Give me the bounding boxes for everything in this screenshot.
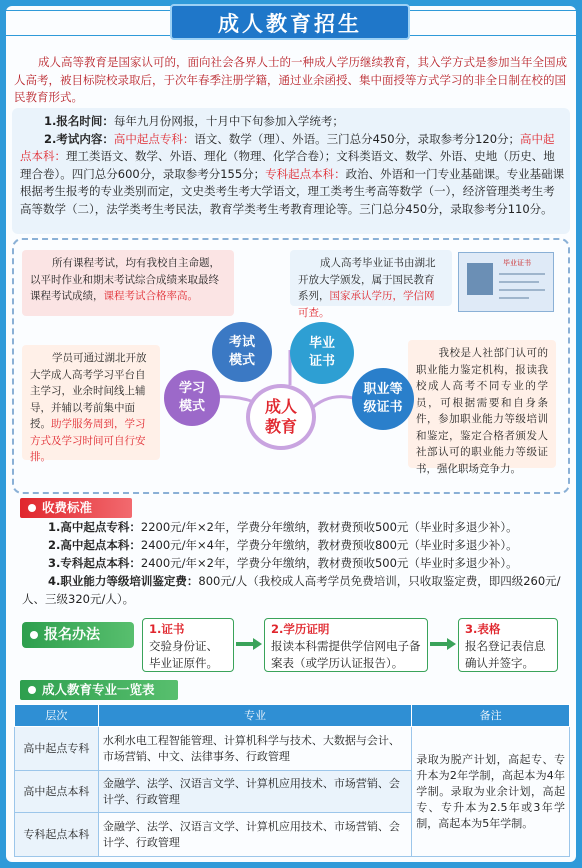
exam-mode-note-text: 所有课程考试，均有我校自主命题，以平时作业和期末考试综合成绩来取最终课程考试成绩，	[30, 257, 220, 302]
exam-mode-note	[22, 250, 234, 316]
step-text: 报读本科需提供学信网电子备案表（或学历认证报告）。	[271, 639, 421, 670]
diploma-line	[499, 281, 539, 283]
study-mode-note-highlight: 助学服务周到，学习方式及学习时间可自行安排。	[30, 418, 146, 463]
certificate-note	[290, 250, 452, 319]
fee-label: 4.职业能力等级培训鉴定费：	[48, 574, 199, 588]
step-text: 交验身份证、毕业证原件。	[149, 639, 218, 670]
study-mode-note-text: 学员可通过湖北开放大学成人高考学习平台自主学习，业余时间线上辅导，并辅以考前集中面授。	[30, 352, 147, 430]
arrow-right-icon	[430, 640, 456, 648]
vocational-note-text: 我校是人社部门认可的职业能力鉴定机构，报读我校成人高考不同专业的学员，可根据需要和自身条件，参加职业能力等级培训和鉴定，鉴定合格者颁发人社部认可的职业能力等级证书，强化职场竞争力。	[416, 347, 548, 475]
majors-cell: 水利水电工程智能管理、计算机科学与技术、大数据与会计、市场营销、中文、法律事务、行政管理	[98, 727, 411, 771]
exam-zb-label: 专科起点本科：	[265, 166, 346, 181]
fee-text: 2400元/年×4年，学费分年缴纳，教材费预收800元（毕业时多退少补）。	[140, 538, 518, 552]
intro-paragraph	[14, 54, 569, 107]
column-header-major: 专业	[98, 705, 411, 727]
exam-gb-text: 理工类语文、数学、外语、理化（物理、化学合卷）；文科类语文、数学、外语、史地（历史、地理合卷）。四门总分600分，录取参考分155分；	[20, 149, 555, 181]
diploma-title: 毕业证书	[503, 259, 531, 267]
majors-heading: 成人教育专业一览表	[20, 680, 178, 700]
vocational-note	[408, 340, 556, 475]
diploma-line	[499, 289, 545, 291]
fee-row	[48, 536, 570, 554]
level-cell: 高中起点专科	[15, 727, 99, 771]
table-row	[15, 727, 570, 771]
step-title: 1.证书	[149, 622, 185, 636]
majors-table	[14, 704, 570, 857]
vocational-cert-label: 职业等级证书	[363, 382, 403, 415]
diploma-line	[499, 273, 545, 275]
arrow-right-icon	[236, 640, 262, 648]
signup-text: 每年九月份网报，十月中下旬参加入学统考；	[113, 114, 344, 128]
exam-mode-note-highlight: 课程考试合格率高。	[103, 290, 198, 302]
hub-label: 成人教育	[264, 397, 297, 436]
fees-list	[22, 518, 570, 608]
diploma-label: 毕业证书	[308, 336, 335, 369]
exam-gb-label: 高中起点本科：	[20, 131, 555, 163]
study-mode-note	[22, 345, 160, 463]
intro-text: 成人高等教育是国家认可的，面向社会各界人士的一种成人学历继续教育，其入学方式是参加当年全国成人高考，被目标院校录取后，于次年春季注册学籍，通过业余函授、集中面授等方式学习的非全日制在校的国民教育形式。	[14, 55, 567, 104]
diploma-image	[458, 252, 554, 312]
exam-mode-circle	[212, 322, 272, 382]
step-text: 报名登记表信息确认并签字。	[465, 639, 546, 670]
exam-mode-label: 考试模式	[228, 335, 255, 368]
certificate-note-highlight: 国家承认学历，学信网可查。	[298, 290, 435, 319]
table-header-row	[15, 705, 570, 727]
exam-label: 2.考试内容：	[44, 131, 114, 146]
fee-label: 3.专科起点本科：	[48, 556, 141, 570]
adult-education-hub	[246, 384, 316, 450]
fee-label: 2.高中起点本科：	[48, 538, 141, 552]
study-mode-label: 学习模式	[178, 381, 205, 414]
majors-cell: 金融学、法学、汉语言文学、计算机应用技术、市场营销、会计学、行政管理	[98, 771, 411, 813]
diploma-line	[499, 297, 529, 299]
step-certificate	[142, 618, 234, 672]
majors-cell: 金融学、法学、汉语言文学、计算机应用技术、市场营销、会计学、行政管理	[98, 813, 411, 857]
page-title: 成人教育招生	[170, 4, 410, 40]
fee-text: 800元/人（我校成人高考学员免费培训，只收取鉴定费，即四级260元/人、三级320元/人）。	[22, 574, 561, 606]
column-header-remark: 备注	[412, 705, 570, 727]
diploma-photo	[467, 263, 493, 295]
exam-gq-text: 语文、数学（理）、外语。三门总分450分，录取参考分120分；	[194, 131, 521, 146]
exam-info-text	[20, 113, 565, 218]
level-cell: 专科起点本科	[15, 813, 99, 857]
fee-row	[48, 518, 570, 536]
vocational-cert-circle	[352, 368, 414, 430]
exam-zb-text: 政治、外语和一门专业基础课。专业基础课根据考生报考的专业类别而定，文史类考生考大学语文，理工类考生考高等数学（一），经济管理类考生考高等数学（二），法学类考生考民法，教育学类考生考教育理论等。三门总分450分，录取参考分110分。	[20, 166, 565, 216]
enroll-heading: 报名办法	[22, 622, 134, 648]
fees-heading: 收费标准	[20, 498, 132, 518]
certificate-note-text: 成人高考毕业证书由湖北开放大学颁发，属于国民教育系列，	[298, 257, 436, 302]
step-title: 2.学历证明	[271, 622, 330, 636]
fee-row	[48, 554, 570, 572]
fee-label: 1.高中起点专科：	[48, 520, 141, 534]
remark-cell: 录取为脱产计划，高起专、专升本为2年学制，高起本为4年学制。录取为业余计划，高起专、专升本为2.5年或3年学制，高起本为5年学制。	[412, 727, 570, 857]
level-cell: 高中起点本科	[15, 771, 99, 813]
fee-text: 2400元/年×2年，学费分年缴纳，教材费预收500元（毕业时多退少补）。	[140, 556, 518, 570]
study-mode-circle	[164, 370, 220, 426]
step-title: 3.表格	[465, 622, 501, 636]
exam-gq-label: 高中起点专科：	[113, 131, 195, 146]
signup-label: 1.报名时间：	[44, 114, 114, 128]
fee-row	[22, 572, 570, 608]
column-header-level: 层次	[15, 705, 99, 727]
step-education-proof	[264, 618, 428, 672]
fee-text: 2200元/年×2年，学费分年缴纳，教材费预收500元（毕业时多退少补）。	[140, 520, 518, 534]
diploma-circle	[290, 322, 354, 384]
step-form	[458, 618, 558, 672]
